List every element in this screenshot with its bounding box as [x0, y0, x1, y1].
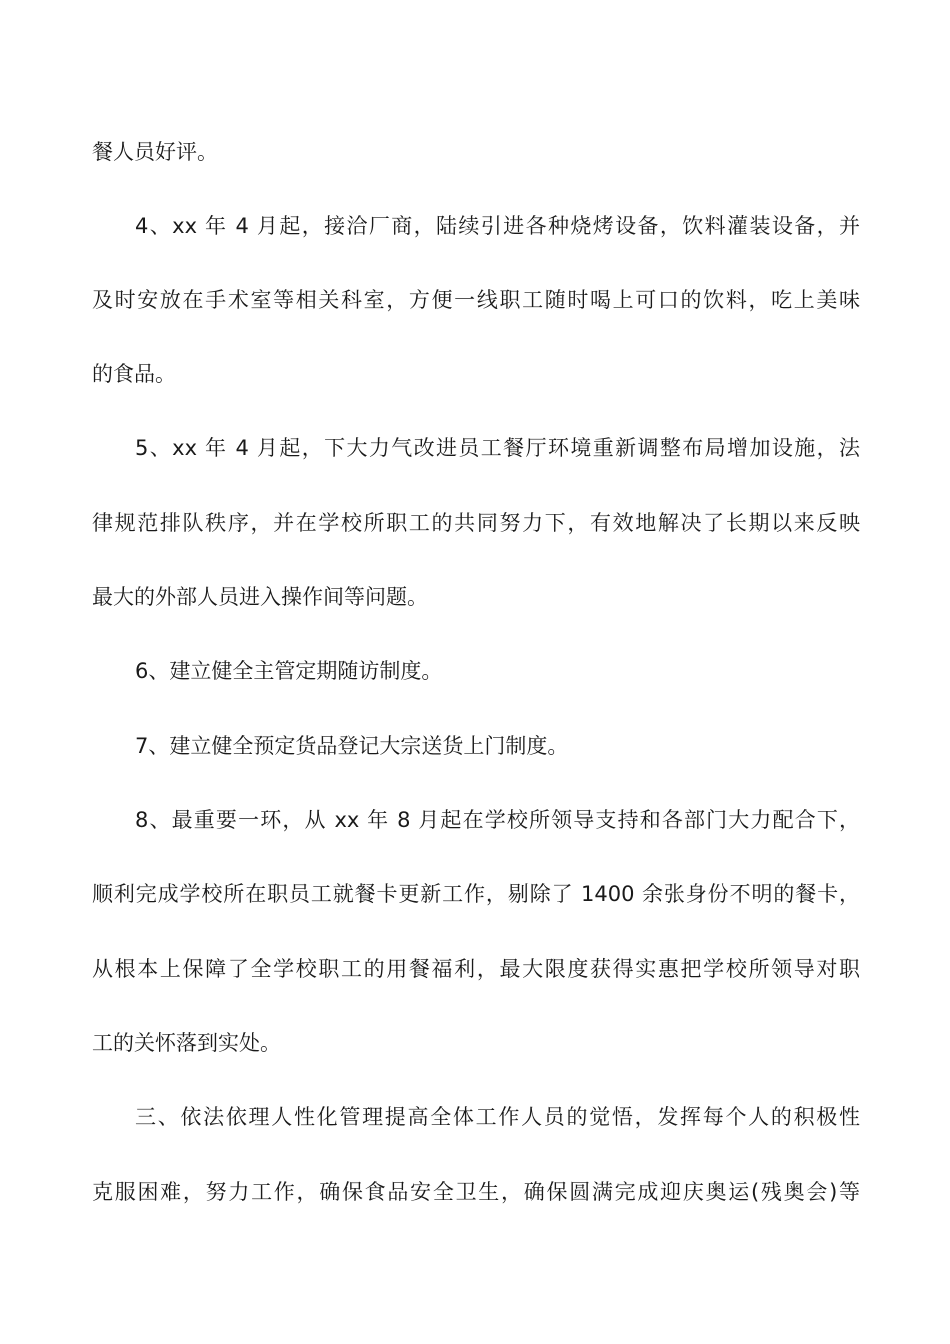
- paragraph-7: 7、建立健全预定货品登记大宗送货上门制度。: [135, 734, 569, 758]
- paragraph-8-line-2: 顺利完成学校所在职员工就餐卡更新工作，剔除了 1400 余张身份不明的餐卡，: [92, 882, 860, 906]
- paragraph-6: 6、建立健全主管定期随访制度。: [135, 659, 443, 683]
- paragraph-4-line-3: 的食品。: [92, 362, 176, 386]
- paragraph-8-line-3: 从根本上保障了全学校职工的用餐福利，最大限度获得实惠把学校所领导对职: [92, 957, 860, 981]
- paragraph-4-line-1: 4、xx 年 4 月起，接洽厂商，陆续引进各种烧烤设备，饮料灌装设备，并: [135, 214, 860, 238]
- paragraph-5-line-1: 5、xx 年 4 月起，下大力气改进员工餐厅环境重新调整布局增加设施，法: [135, 436, 860, 460]
- section-3-line-2: 克服困难，努力工作，确保食品安全卫生，确保圆满完成迎庆奥运(残奥会)等: [92, 1180, 860, 1204]
- paragraph-4-line-2: 及时安放在手术室等相关科室，方便一线职工随时喝上可口的饮料，吃上美味: [92, 288, 860, 312]
- section-3-line-1: 三、依法依理人性化管理提高全体工作人员的觉悟，发挥每个人的积极性: [135, 1105, 860, 1129]
- paragraph-5-line-2: 律规范排队秩序，并在学校所职工的共同努力下，有效地解决了长期以来反映: [92, 511, 860, 535]
- paragraph-8-line-1: 8、最重要一环，从 xx 年 8 月起在学校所领导支持和各部门大力配合下，: [135, 808, 860, 832]
- paragraph-8-line-4: 工的关怀落到实处。: [92, 1031, 281, 1055]
- text-line: 餐人员好评。: [92, 140, 218, 164]
- paragraph-5-line-3: 最大的外部人员进入操作间等问题。: [92, 585, 428, 609]
